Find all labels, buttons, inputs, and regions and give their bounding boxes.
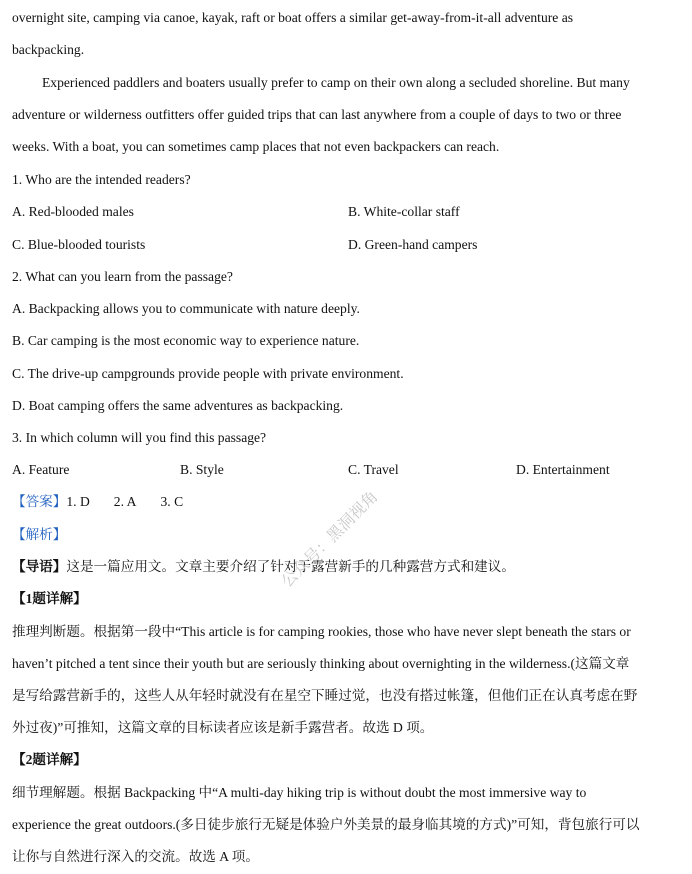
passage-line: adventure or wilderness outfitters offer guided trips that can last anywhere from a couple of days to two or three — [12, 107, 622, 122]
question-stem: 3. In which column will you find this passage? — [12, 430, 267, 445]
question-stem: 1. Who are the intended readers? — [12, 172, 191, 187]
answer-1: 1. D — [66, 494, 90, 509]
option-text: A. Feature — [12, 462, 70, 477]
detail-line: 是写给露营新手的，这些人从年轻时就没有在星空下睡过觉，也没有搭过帐篷，但他们正在认真考虑在野 — [12, 688, 638, 703]
option-text: A. Red-blooded males — [12, 204, 134, 219]
option-text: C. Blue-blooded tourists — [12, 237, 146, 252]
detail-line: 让你与自然进行深入的交流。故选 A 项。 — [12, 849, 259, 864]
passage-line: backpacking. — [12, 42, 85, 57]
detail-heading: 【2题详解】 — [12, 752, 87, 767]
option-text: B. White-collar staff — [348, 204, 460, 219]
detail-line: 细节理解题。根据 Backpacking 中“A multi-day hiking trip is without doubt the most immersive way to — [12, 785, 587, 800]
passage-line: weeks. With a boat, you can sometimes camp places that not even backpackers can reach. — [12, 139, 500, 154]
answer-row — [12, 492, 183, 512]
detail-heading: 【1题详解】 — [12, 591, 87, 606]
option-text: D. Boat camping offers the same adventures as backpacking. — [12, 398, 344, 413]
passage-line: Experienced paddlers and boaters usually prefer to camp on their own along a secluded shoreline. But many — [42, 75, 630, 90]
answer-label: 【答案】 — [12, 494, 67, 509]
intro-line — [12, 557, 684, 577]
option-text: B. Style — [180, 462, 224, 477]
option-text: C. Travel — [348, 462, 399, 477]
option-text: B. Car camping is the most economic way to experience nature. — [12, 333, 360, 348]
analysis-label: 【解析】 — [12, 527, 67, 542]
option-text: C. The drive-up campgrounds provide people with private environment. — [12, 366, 404, 381]
option-text: D. Green-hand campers — [348, 237, 478, 252]
passage-line: overnight site, camping via canoe, kayak, raft or boat offers a similar get-away-from-it-all adventure as — [12, 10, 574, 25]
option-text: A. Backpacking allows you to communicate with nature deeply. — [12, 301, 360, 316]
detail-line: experience the great outdoors.(多日徒步旅行无疑是体验户外美景的最身临其境的方式)”可知，背包旅行可以 — [12, 817, 640, 832]
watermark-text: 公众号：黑洞视角 — [277, 486, 382, 591]
detail-line: 推理判断题。根据第一段中“This article is for camping rookies, those who have never slept beneath the stars or — [12, 624, 631, 639]
answer-3: 3. C — [160, 494, 184, 509]
detail-line: haven’t pitched a tent since their youth but are seriously thinking about overnighting in the wilderness.(这篇文章 — [12, 656, 630, 671]
question-stem: 2. What can you learn from the passage? — [12, 269, 233, 284]
intro-label: 【导语】 — [12, 559, 67, 574]
detail-line: 外过夜)”可推知，这篇文章的目标读者应该是新手露营者。故选 D 项。 — [12, 720, 434, 735]
answer-2: 2. A — [113, 494, 137, 509]
intro-text: 这是一篇应用文。文章主要介绍了针对于露营新手的几种露营方式和建议。 — [66, 559, 515, 574]
option-text: D. Entertainment — [516, 462, 610, 477]
